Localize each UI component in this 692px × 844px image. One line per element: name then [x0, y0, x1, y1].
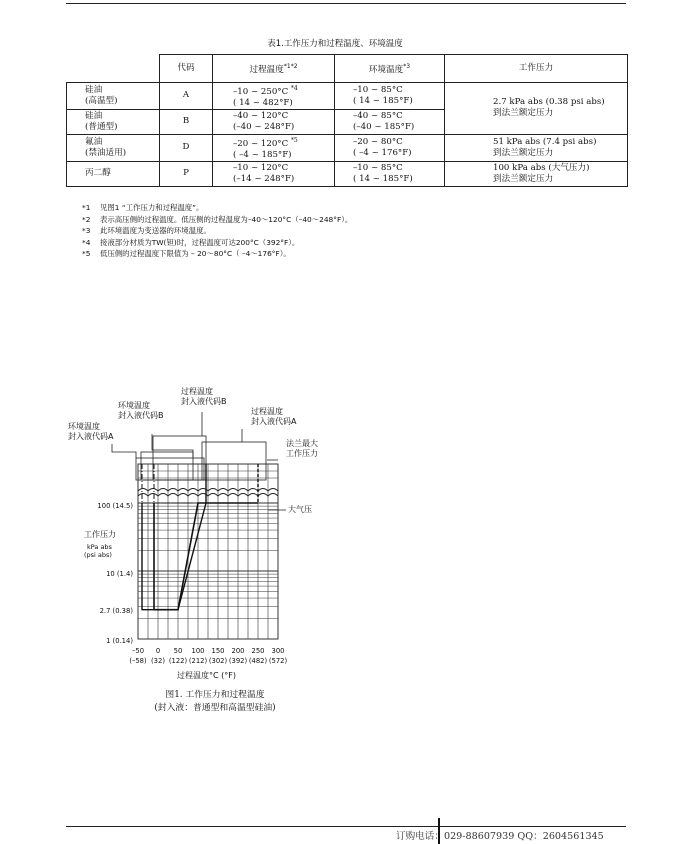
top-rule — [66, 3, 626, 4]
footnote: *3 此环境温度为变送器的环境温度。 — [82, 226, 211, 236]
footnote: *4 接液部分材质为TW(钽)时，过程温度可达200°C（392°F）。 — [82, 237, 300, 247]
figure-caption-line-2: (封入液：普通型和高温型硅油) — [154, 703, 276, 713]
env-temp-cell: –40 ~ 85°C (–40 ~ 185°F) — [335, 109, 445, 134]
contact-info: 订购电话：029-88607939 QQ：2604561345 — [396, 831, 604, 842]
x-tick-label-c: 0 — [155, 647, 161, 655]
x-tick-label-c: 300 — [271, 647, 285, 655]
footnote: *1 见图1 “工作压力和过程温度”。 — [82, 203, 204, 212]
header-code: 代码 — [160, 55, 213, 83]
process-temp-cell: –10 ~ 250°C $^{*4}$ ( 14 ~ 482°F) — [213, 83, 335, 110]
ylabel-2: kPa abs — [87, 543, 112, 551]
x-tick-label-f: (302) — [208, 657, 228, 665]
pressure-temperature-chart — [60, 380, 380, 685]
x-tick-label-c: –50 — [131, 647, 145, 655]
label-flange: 法兰最大工作压力 — [286, 439, 318, 458]
env-temp-cell: –10 ~ 85°C ( 14 ~ 185°F) — [335, 83, 445, 110]
proc-a-box — [202, 442, 266, 480]
x-tick-label-f: (122) — [168, 657, 188, 665]
footnote: *5 低压侧的过程温度下限值为 – 20～80°C（ –4～176°F）。 — [82, 249, 291, 259]
leader-env-b — [152, 434, 193, 458]
leader-env-a — [112, 444, 136, 458]
x-tick-label-f: (392) — [228, 657, 248, 665]
plot-area — [138, 464, 278, 639]
x-tick-label-f: (32) — [151, 657, 165, 665]
series-proc-a — [154, 503, 258, 610]
label-proc-b: 过程温度封入液代码B — [181, 387, 227, 406]
x-tick-label-c: 250 — [251, 647, 265, 655]
x-tick-label-f: (482) — [248, 657, 268, 665]
fluid-cell: 丙二醇 — [67, 161, 160, 186]
label-proc-a: 过程温度封入液代码A — [251, 407, 297, 426]
x-tick-label-f: (212) — [188, 657, 208, 665]
figure-caption-line-1: 图1. 工作压力和过程温度 — [165, 690, 265, 700]
pressure-cell-d: 51 kPa abs (7.4 psi abs) 到法兰额定压力 — [445, 134, 628, 161]
code-cell: A — [160, 83, 213, 110]
process-temp-cell: –10 ~ 120°C (–14 ~ 248°F) — [213, 161, 335, 186]
fluid-cell: 氟油 (禁油适用) — [67, 134, 160, 161]
spec-table — [66, 54, 628, 187]
header-blank — [67, 55, 160, 83]
code-cell: P — [160, 161, 213, 186]
header-env-temp: 环境温度$^{*3}$ — [335, 55, 445, 83]
footnote: *2 表示高压侧的过程温度。低压侧的过程温度为–40～120°C（–40～248°F）。 — [82, 214, 353, 224]
x-tick-label-c: 100 — [191, 647, 205, 655]
bottom-rule — [66, 826, 626, 827]
tick-labels — [97, 502, 287, 665]
y-tick-label: 2.7 (0.38) — [99, 607, 133, 615]
xlabel: 过程温度°C (°F) — [177, 671, 236, 680]
figure-caption — [130, 689, 300, 715]
x-tick-label-f: (572) — [268, 657, 288, 665]
pressure-cell-p: 100 kPa abs (大气压力) 到法兰额定压力 — [445, 161, 628, 186]
pressure-cell-ab: 2.7 kPa abs (0.38 psi abs) 到法兰额定压力 — [445, 83, 628, 135]
label-env-a: 环境温度封入液代码A — [68, 422, 114, 441]
ylabel-1: 工作压力 — [84, 530, 116, 539]
footnotes — [82, 202, 352, 260]
env-b-box — [136, 458, 204, 480]
x-tick-label-f: (–58) — [129, 657, 147, 665]
fluid-cell: 硅油 (高温型) — [67, 83, 160, 110]
x-tick-label-c: 50 — [173, 647, 183, 655]
x-tick-label-c: 200 — [231, 647, 245, 655]
code-cell: B — [160, 109, 213, 134]
y-tick-label: 100 (14.5) — [97, 502, 133, 510]
fluid-cell: 硅油 (普通型) — [67, 109, 160, 134]
ylabel-3: (psi abs) — [84, 551, 112, 559]
header-pressure: 工作压力 — [445, 55, 628, 83]
env-temp-cell: –10 ~ 85°C ( 14 ~ 185°F) — [335, 161, 445, 186]
process-temp-cell: –20 ~ 120°C $^{*5}$ ( –4 ~ 185°F) — [213, 134, 335, 161]
table-row — [67, 83, 628, 110]
table-caption: 表1.工作压力和过程温度、环境温度 — [267, 39, 403, 49]
table-row — [67, 134, 628, 161]
process-temp-cell: –40 ~ 120°C (–40 ~ 248°F) — [213, 109, 335, 134]
series-proc-b — [142, 503, 206, 610]
env-temp-cell: –20 ~ 80°C ( –4 ~ 176°F) — [335, 134, 445, 161]
x-tick-label-c: 150 — [211, 647, 225, 655]
label-atm: 大气压 — [288, 505, 312, 514]
code-cell: D — [160, 134, 213, 161]
table-header-row — [67, 55, 628, 83]
y-tick-label: 10 (1.4) — [106, 570, 133, 578]
y-tick-label: 1 (0.14) — [106, 637, 133, 645]
env-a-box — [141, 452, 193, 480]
label-env-b: 环境温度封入液代码B — [118, 401, 164, 420]
table-row — [67, 161, 628, 186]
header-process-temp: 过程温度$^{*1*2}$ — [213, 55, 335, 83]
